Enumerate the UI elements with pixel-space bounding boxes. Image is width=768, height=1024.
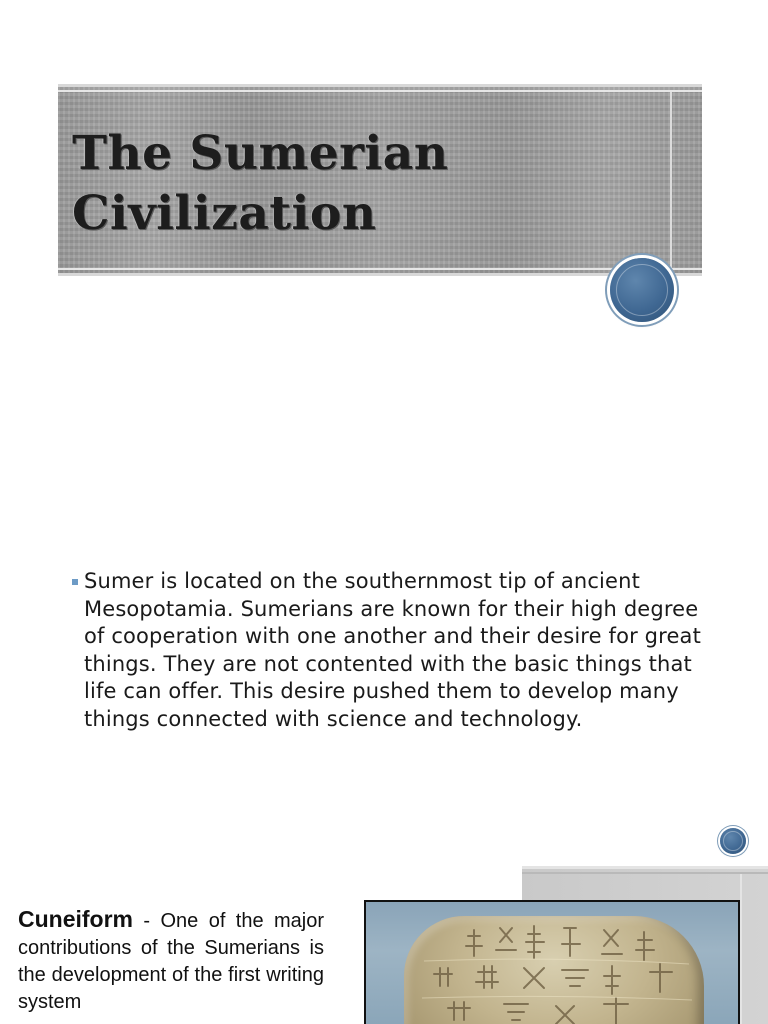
cuneiform-body: One of the major contributions of the Sumerians is the development of the first writing system (18, 910, 324, 1013)
small-circle-badge-icon (720, 828, 746, 854)
cuneiform-term: Cuneiform (18, 906, 133, 932)
slide-title (72, 124, 448, 244)
cuneiform-tablet-image (364, 900, 740, 1024)
header-rule (522, 866, 768, 869)
header-rule-inner (522, 872, 768, 874)
circle-badge-icon (610, 258, 674, 322)
bullet-text: Sumer is located on the southernmost tip of ancient Mesopotamia. Sumerians are known for their high degree of cooperation with one another and their desire for great things. They are not contented with the basic things that life can offer. This desire pushed them to develop many things connected with science and technology. (84, 569, 701, 731)
square-bullet-icon (72, 579, 78, 585)
cuneiform-marks-icon (404, 916, 704, 1024)
term-separator: - (133, 910, 161, 932)
banner-top-rule (58, 84, 702, 87)
banner-top-rule-inner (58, 90, 702, 92)
title-line-2: Civilization (72, 186, 377, 241)
title-line-1: The Sumerian (72, 126, 449, 181)
banner-bottom-rule (58, 273, 702, 276)
bullet-item (72, 568, 702, 734)
header-vertical-rule (740, 874, 742, 1024)
banner-vertical-rule (670, 92, 672, 268)
banner-bottom-rule-inner (58, 268, 702, 270)
title-banner (58, 84, 702, 276)
cuneiform-paragraph (18, 906, 324, 1016)
clay-tablet (404, 916, 704, 1024)
